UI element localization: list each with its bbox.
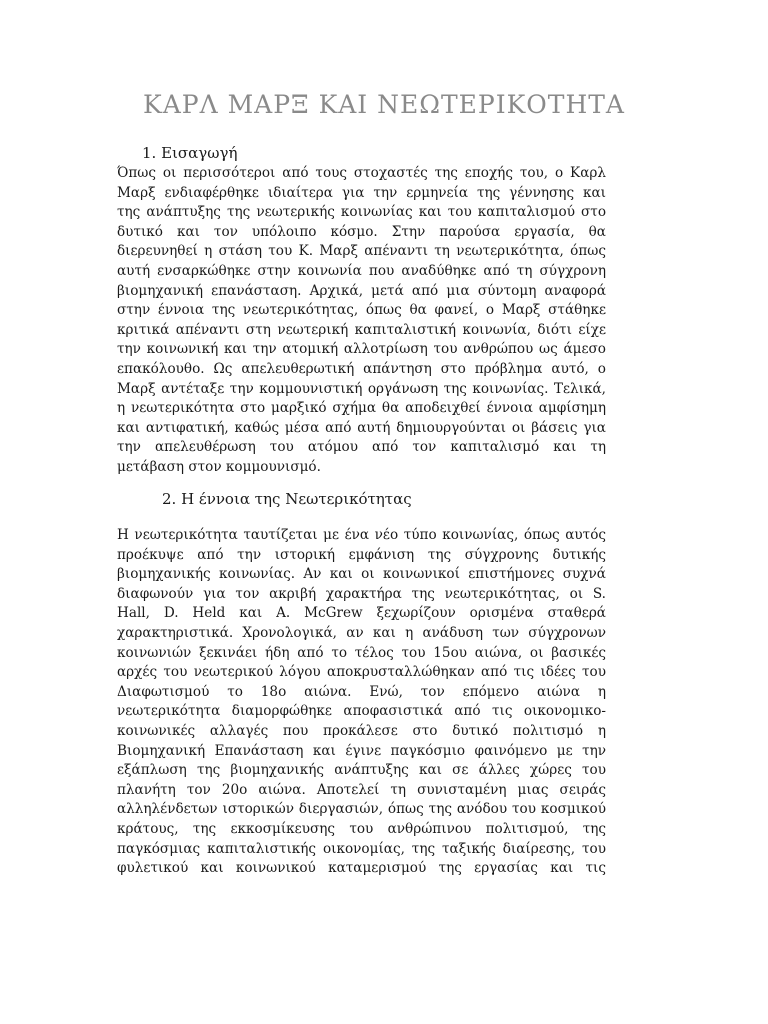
paragraph-line: πλανήτη τον 20ο αιώνα. Αποτελεί τη συνισταμένη μιας σειράς (117, 781, 606, 798)
paragraph-line: στην έννοια της νεωτερικότητας, όπως θα φανεί, ο Μαρξ στάθηκε (117, 302, 606, 319)
paragraph-line: κοινωνικές αλλαγές που προκάλεσε στο δυτικό πολιτισμό η (117, 722, 606, 739)
paragraph-line: και αντιφατική, καθώς μέσα από αυτή δημιουργούνται οι βάσεις για (117, 419, 606, 436)
paragraph-line: Η νεωτερικότητα ταυτίζεται με ένα νέο τύπο κοινωνίας, όπως αυτός (117, 527, 606, 543)
paragraph-line: Hall, D. Held και A. McGrew ξεχωρίζουν ορισμένα σταθερά (117, 605, 606, 622)
paragraph-line: εξάπλωση της βιομηχανικής ανάπτυξης και σε άλλες χώρες του (117, 762, 606, 779)
paragraph-line: Βιομηχανική Επανάσταση και έγινε παγκόσμιο φαινόμενο με την (117, 742, 606, 759)
paragraph-line: κοινωνιών ξεκινάει ήδη από το τέλος του 15ου αιώνα, οι βασικές (117, 644, 606, 661)
paragraph-line: Μαρξ αντέταξε την κομμουνιστική οργάνωση της κοινωνίας. Τελικά, (117, 380, 606, 397)
section-1-paragraph (117, 164, 606, 478)
section-1-heading: 1. Εισαγωγή (142, 144, 238, 162)
paragraph-line: φυλετικού και κοινωνικού καταμερισμού της εργασίας και τις (117, 860, 606, 877)
paragraph-line: αλληλένδετων ιστορικών διεργασιών, όπως της ανόδου του κοσμικού (117, 801, 606, 818)
paragraph-line: βιομηχανικής κοινωνίας. Αν και οι κοινωνικοί επιστήμονες συχνά (117, 566, 606, 583)
paragraph-line: διερευνηθεί η στάση του Κ. Μαρξ απέναντι τη νεωτερικότητα, όπως (117, 243, 606, 260)
paragraph-line: διαφωνούν για τον ακριβή χαρακτήρα της νεωτερικότητας, οι S. (117, 585, 606, 602)
section-2-paragraph (117, 526, 606, 879)
paragraph-line: Όπως οι περισσότεροι από τους στοχαστές της εποχής του, ο Καρλ (117, 165, 606, 181)
paragraph-line: κράτους, της εκκοσμίκευσης του ανθρώπινου πολιτισμού, της (117, 820, 606, 837)
paragraph-line: αρχές του νεωτερικού λόγου αποκρυσταλλώθηκαν από τις ιδέες του (117, 664, 606, 681)
paragraph-line: χαρακτηριστικά. Χρονολογικά, αν και η ανάδυση των σύγχρονων (117, 624, 606, 641)
paragraph-line: αυτή ενσαρκώθηκε στην κοινωνία που αναδύθηκε από τη σύγχρονη (117, 262, 606, 279)
paragraph-line: νεωτερικότητα διαμορφώθηκε αποφασιστικά από τις οικονομικο- (117, 703, 606, 720)
paragraph-line: προέκυψε από την ιστορική εμφάνιση της σύγχρονης δυτικής (117, 546, 606, 563)
paragraph-line: μετάβαση στον κομμουνισμό. (117, 458, 321, 475)
paragraph-line: επακόλουθο. Ως απελευθερωτική απάντηση στο πρόβλημα αυτό, ο (117, 360, 606, 377)
paragraph-line: Μαρξ ενδιαφέρθηκε ιδιαίτερα για την ερμηνεία της γέννησης και (117, 184, 606, 201)
paragraph-line: της ανάπτυξης της νεωτερικής κοινωνίας και του καπιταλισμού στο (117, 204, 606, 221)
section-2-heading: 2. Η έννοια της Νεωτερικότητας (162, 490, 412, 508)
page-title: ΚΑΡΛ ΜΑΡΞ ΚΑΙ ΝΕΩΤΕΡΙΚΟΤΗΤΑ (143, 90, 625, 119)
paragraph-line: βιομηχανική επανάσταση. Αρχικά, μετά από μια σύντομη αναφορά (117, 282, 606, 299)
paragraph-line: την κοινωνική και την ατομική αλλοτρίωση του ανθρώπου ως άμεσο (117, 341, 606, 358)
paragraph-line: δυτικό και τον υπόλοιπο κόσμο. Στην παρούσα εργασία, θα (117, 223, 606, 240)
paragraph-line: παγκόσμιας καπιταλιστικής οικονομίας, της ταξικής διαίρεσης, του (117, 840, 606, 857)
paragraph-line: Διαφωτισμού το 18ο αιώνα. Ενώ, τον επόμενο αιώνα η (117, 683, 606, 700)
paragraph-line: κριτικά απέναντι στη νεωτερική καπιταλιστική κοινωνία, διότι είχε (117, 321, 606, 338)
paragraph-line: η νεωτερικότητα στο μαρξικό σχήμα θα αποδειχθεί έννοια αμφίσημη (117, 400, 606, 417)
paragraph-line: την απελευθέρωση του ατόμου από τον καπιταλισμό και τη (117, 439, 606, 456)
